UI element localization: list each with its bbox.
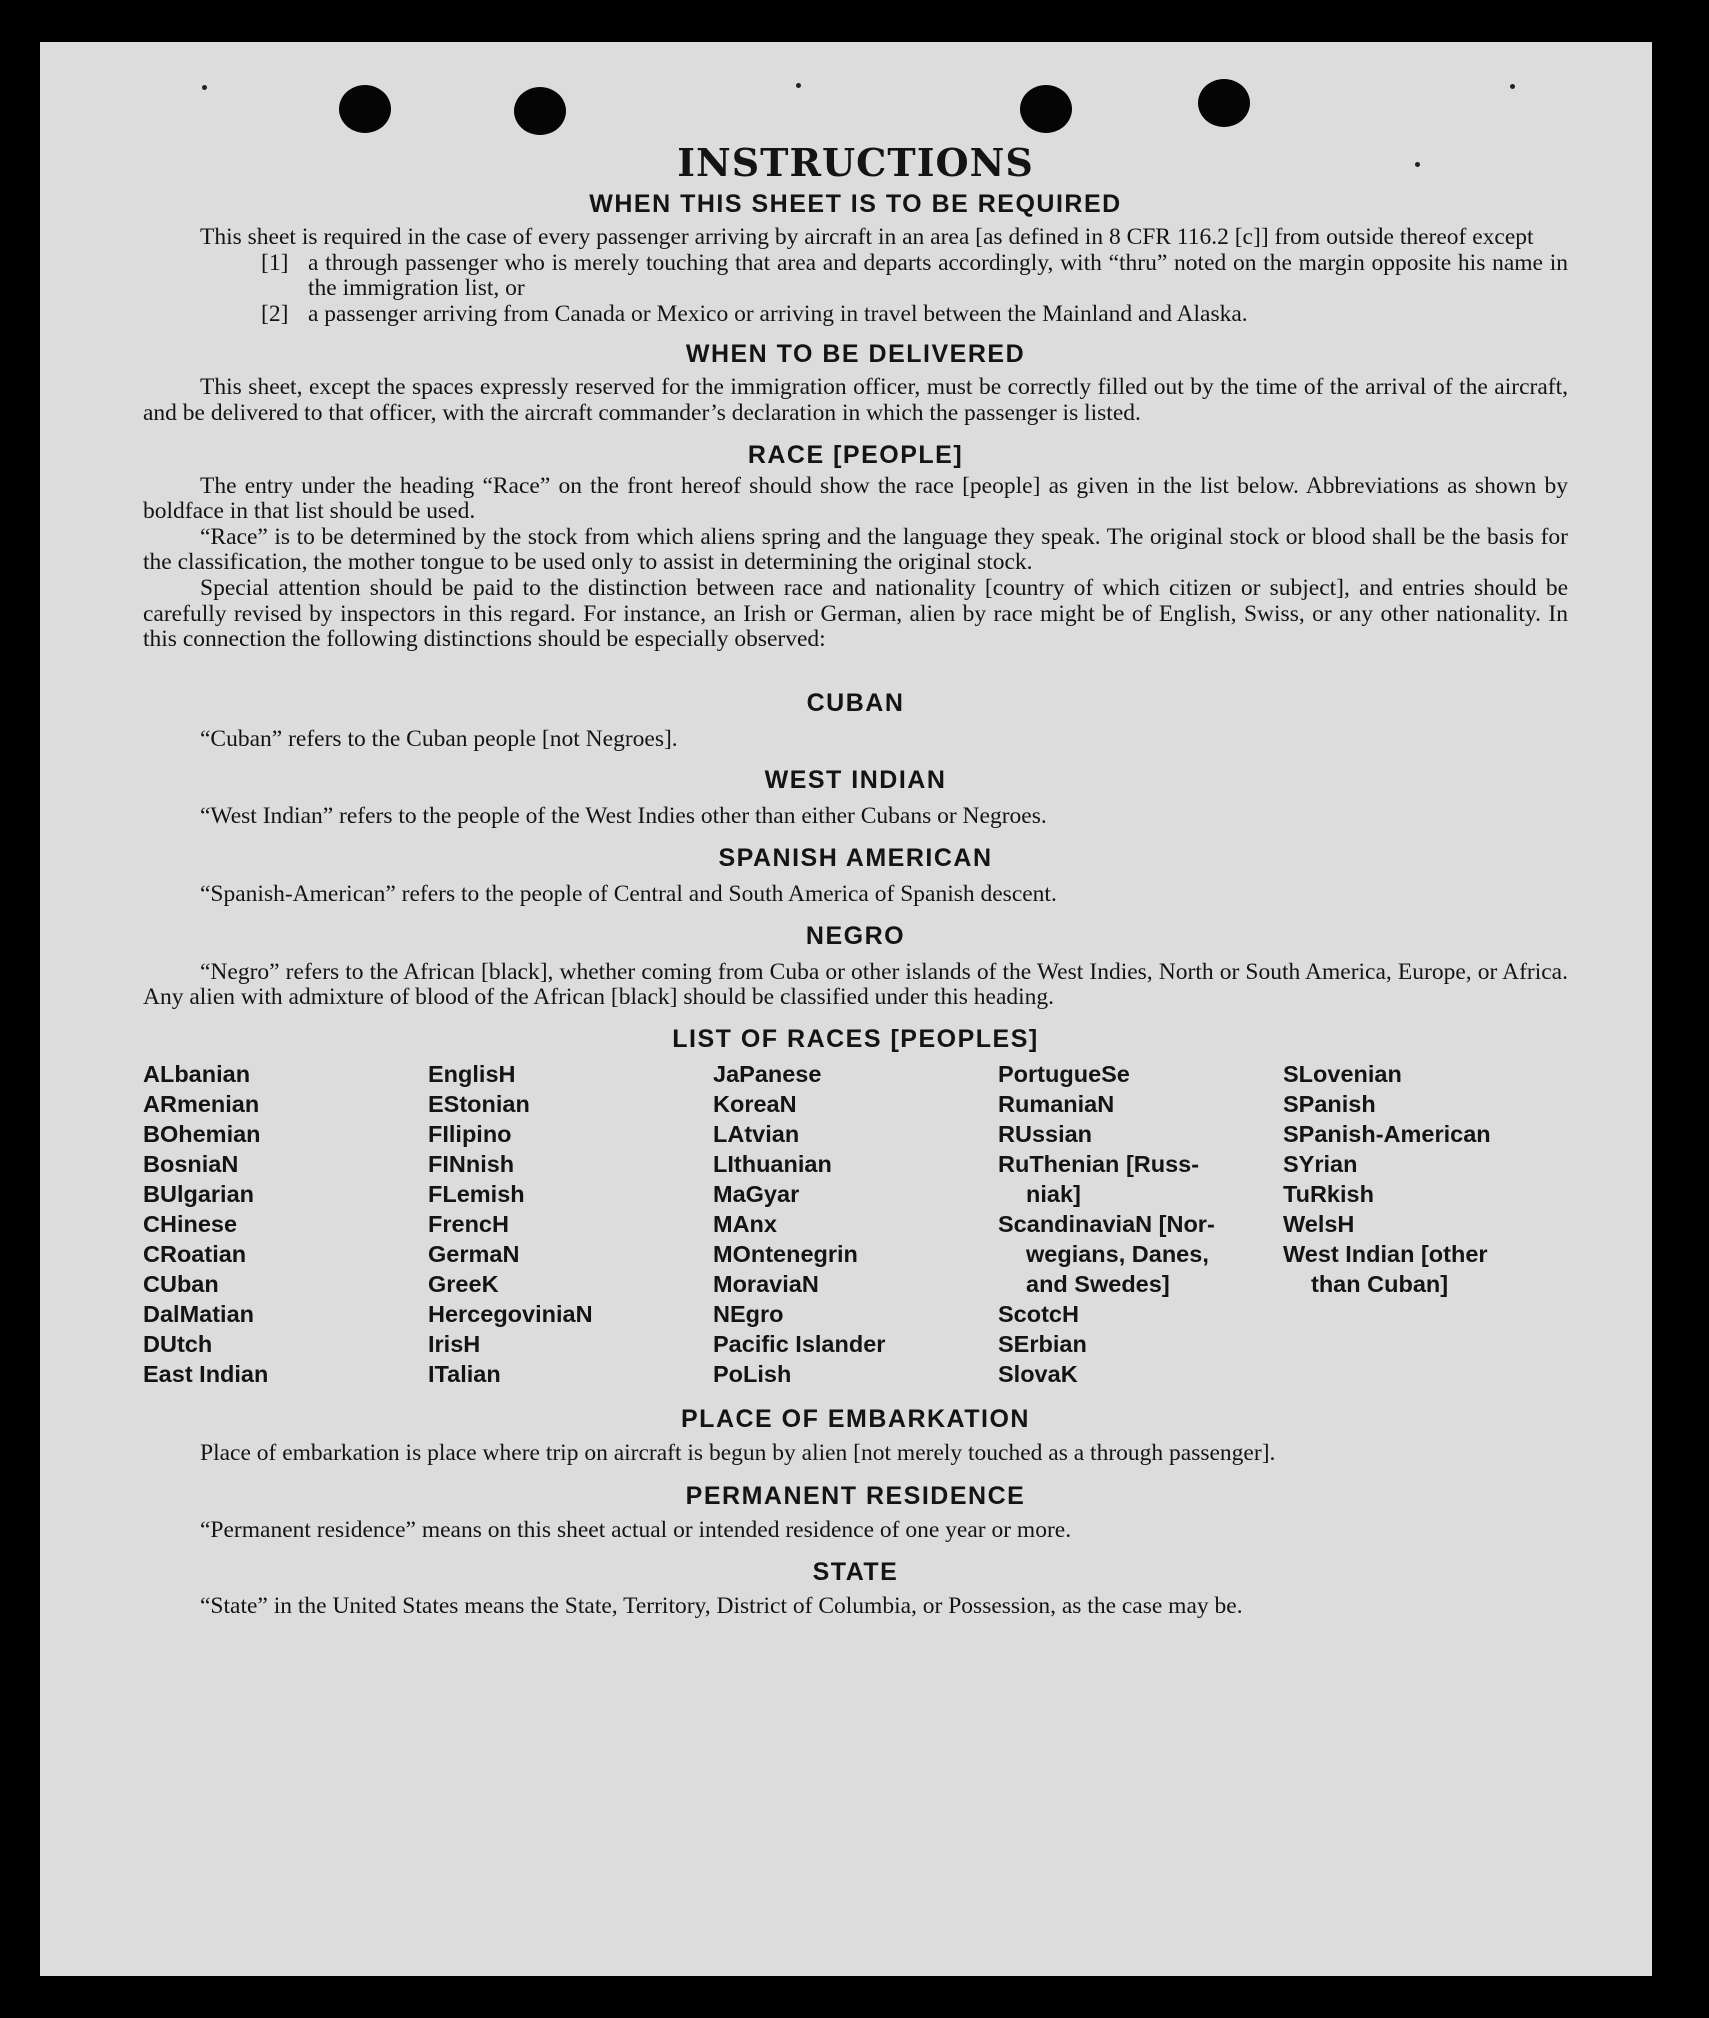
race-paragraph-2: “Race” is to be determined by the stock from which aliens spring and the language they speak. The original stock or blood shall be the basis for the classification, the mother tongue to be used only to assist in determining the original stock. xyxy=(143,523,1568,576)
race-entry: BOhemian xyxy=(143,1120,261,1147)
heading-spanish-american: SPANISH AMERICAN xyxy=(718,843,993,872)
race-entry: FLemish xyxy=(428,1180,525,1207)
race-entry: TuRkish xyxy=(1283,1180,1374,1207)
race-entry: ScandinaviaN [Nor- xyxy=(998,1210,1215,1237)
instruction-sheet xyxy=(40,42,1652,1976)
heading-when-delivered: WHEN TO BE DELIVERED xyxy=(685,340,1026,369)
race-entry: HercegoviniaN xyxy=(428,1300,593,1327)
race-entry: ITalian xyxy=(428,1360,501,1387)
state-text: “State” in the United States means the State, Territory, District of Columbia, or Possession, as the case may be. xyxy=(200,1592,1243,1619)
race-entry: IrisH xyxy=(428,1330,481,1357)
negro-text: “Negro” refers to the African [black], whether coming from Cuba or other islands of the West Indies, North or South America, Europe, or Africa. Any alien with admixture of blood of the African [black] should be classified under this heading. xyxy=(143,958,1568,1011)
heading-when-required: WHEN THIS SHEET IS TO BE REQUIRED xyxy=(589,190,1122,218)
permanent-residence-text: “Permanent residence” means on this sheet actual or intended residence of one year or more. xyxy=(200,1517,1072,1544)
exception-text: a passenger arriving from Canada or Mexico or arriving in travel between the Mainland and Alaska. xyxy=(308,300,1248,327)
race-entry: GreeK xyxy=(428,1270,499,1297)
race-entry: LAtvian xyxy=(713,1120,800,1147)
heading-state: STATE xyxy=(812,1557,899,1586)
heading-negro: NEGRO xyxy=(805,921,906,950)
exception-number: [2] xyxy=(261,300,289,327)
races-column xyxy=(713,1059,998,1389)
west-indian-text: “West Indian” refers to the people of the West Indies other than either Cubans or Negroes. xyxy=(200,803,1047,830)
exception-text: a through passenger who is merely touching that area and departs accordingly, with “thru” noted on the margin opposite his name in the immigration list, or xyxy=(308,249,1568,302)
race-entry: KoreaN xyxy=(713,1090,797,1117)
race-entry: RUssian xyxy=(998,1120,1093,1147)
race-entry: CHinese xyxy=(143,1210,238,1237)
races-column xyxy=(428,1059,713,1389)
race-entry: ALbanian xyxy=(143,1060,251,1087)
exception-item xyxy=(143,251,1568,302)
race-entry: WelsH xyxy=(1283,1210,1355,1237)
race-entry: NEgro xyxy=(713,1300,784,1327)
heading-list-of-races: LIST OF RACES [PEOPLES] xyxy=(672,1024,1039,1053)
heading-race: RACE [PEOPLE] xyxy=(747,440,964,469)
race-entry: BosniaN xyxy=(143,1150,239,1177)
punch-hole xyxy=(1198,79,1250,127)
exception-item xyxy=(143,302,1568,328)
embarkation-text: Place of embarkation is place where trip on aircraft is begun by alien [not merely touched as a through passenger]. xyxy=(200,1439,1276,1466)
races-column xyxy=(143,1059,428,1389)
heading-west-indian: WEST INDIAN xyxy=(764,766,947,795)
punch-hole xyxy=(514,87,566,135)
race-entry: Pacific Islander xyxy=(713,1330,886,1357)
race-entry: CUban xyxy=(143,1270,219,1297)
race-entry: PoLish xyxy=(713,1360,792,1387)
race-entry: SErbian xyxy=(998,1330,1087,1357)
heading-embarkation: PLACE OF EMBARKATION xyxy=(681,1404,1030,1433)
race-entry: RuThenian [Russ- xyxy=(998,1150,1200,1177)
race-paragraph-1: The entry under the heading “Race” on the front hereof should show the race [people] as given in the list below. Abbreviations as shown by boldface in that list should be used. xyxy=(143,472,1568,525)
race-entry: MoraviaN xyxy=(713,1270,819,1297)
speck xyxy=(1510,84,1515,89)
race-entry: FINnish xyxy=(428,1150,515,1177)
race-entry: MAnx xyxy=(713,1210,777,1237)
race-entry: SPanish xyxy=(1283,1090,1376,1117)
exception-list xyxy=(143,251,1568,328)
race-entry: SLovenian xyxy=(1283,1060,1402,1087)
delivered-text: This sheet, except the spaces expressly reserved for the immigration officer, must be correctly filled out by the time of the arrival of the aircraft, and be delivered to that officer, with the aircraft commander’s declaration in which the passenger is listed. xyxy=(143,374,1568,426)
page-title: INSTRUCTIONS xyxy=(677,140,1034,185)
race-entry: West Indian [other xyxy=(1283,1240,1488,1267)
race-entry: DUtch xyxy=(143,1330,213,1357)
race-entry: RumaniaN xyxy=(998,1090,1115,1117)
required-intro: This sheet is required in the case of every passenger arriving by aircraft in an area [as defined in 8 CFR 116.2 [c]] from outside thereof except xyxy=(200,224,1534,250)
race-paragraph-3: Special attention should be paid to the distinction between race and nationality [country of which citizen or subject], and entries should be carefully revised by inspectors in this regard. For instance, an Irish or German, alien by race might be of English, Swiss, or any other nationality. In this connection the following distinctions should be especially observed: xyxy=(143,574,1568,653)
heading-permanent-residence: PERMANENT RESIDENCE xyxy=(685,1482,1026,1511)
race-entry: SYrian xyxy=(1283,1150,1358,1177)
race-entry-continued: and Swedes] xyxy=(1026,1270,1170,1297)
race-entry-continued: wegians, Danes, xyxy=(1026,1240,1209,1267)
race-entry: SPanish-American xyxy=(1283,1120,1491,1147)
heading-cuban: CUBAN xyxy=(806,688,905,717)
punch-hole xyxy=(339,85,391,133)
race-entry: CRoatian xyxy=(143,1240,247,1267)
speck xyxy=(796,83,801,88)
race-entry: JaPanese xyxy=(713,1060,822,1087)
races-column xyxy=(1283,1059,1568,1389)
race-entry: EnglisH xyxy=(428,1060,516,1087)
race-entry: BUlgarian xyxy=(143,1180,254,1207)
race-entry: FrencH xyxy=(428,1210,509,1237)
cuban-text: “Cuban” refers to the Cuban people [not Negroes]. xyxy=(200,725,678,752)
race-entry: FIlipino xyxy=(428,1120,512,1147)
race-entry: PortugueSe xyxy=(998,1060,1130,1087)
race-entry: DalMatian xyxy=(143,1300,254,1327)
punch-hole xyxy=(1020,85,1072,133)
race-entry: ScotcH xyxy=(998,1300,1079,1327)
race-entry-continued: niak] xyxy=(1026,1180,1081,1207)
race-entry: ARmenian xyxy=(143,1090,260,1117)
races-column xyxy=(998,1059,1283,1389)
race-entry: MaGyar xyxy=(713,1180,800,1207)
speck xyxy=(202,85,207,90)
race-entry: LIthuanian xyxy=(713,1150,832,1177)
races-list xyxy=(143,1059,1568,1389)
race-entry: EStonian xyxy=(428,1090,530,1117)
exception-number: [1] xyxy=(261,249,289,276)
race-entry-continued: than Cuban] xyxy=(1311,1270,1449,1297)
spanish-american-text: “Spanish-American” refers to the people of Central and South America of Spanish descent. xyxy=(200,880,1057,907)
race-entry: GermaN xyxy=(428,1240,520,1267)
race-entry: MOntenegrin xyxy=(713,1240,858,1267)
race-entry: SlovaK xyxy=(998,1360,1078,1387)
instructions-content xyxy=(143,140,1568,1619)
race-entry: East Indian xyxy=(143,1360,269,1387)
